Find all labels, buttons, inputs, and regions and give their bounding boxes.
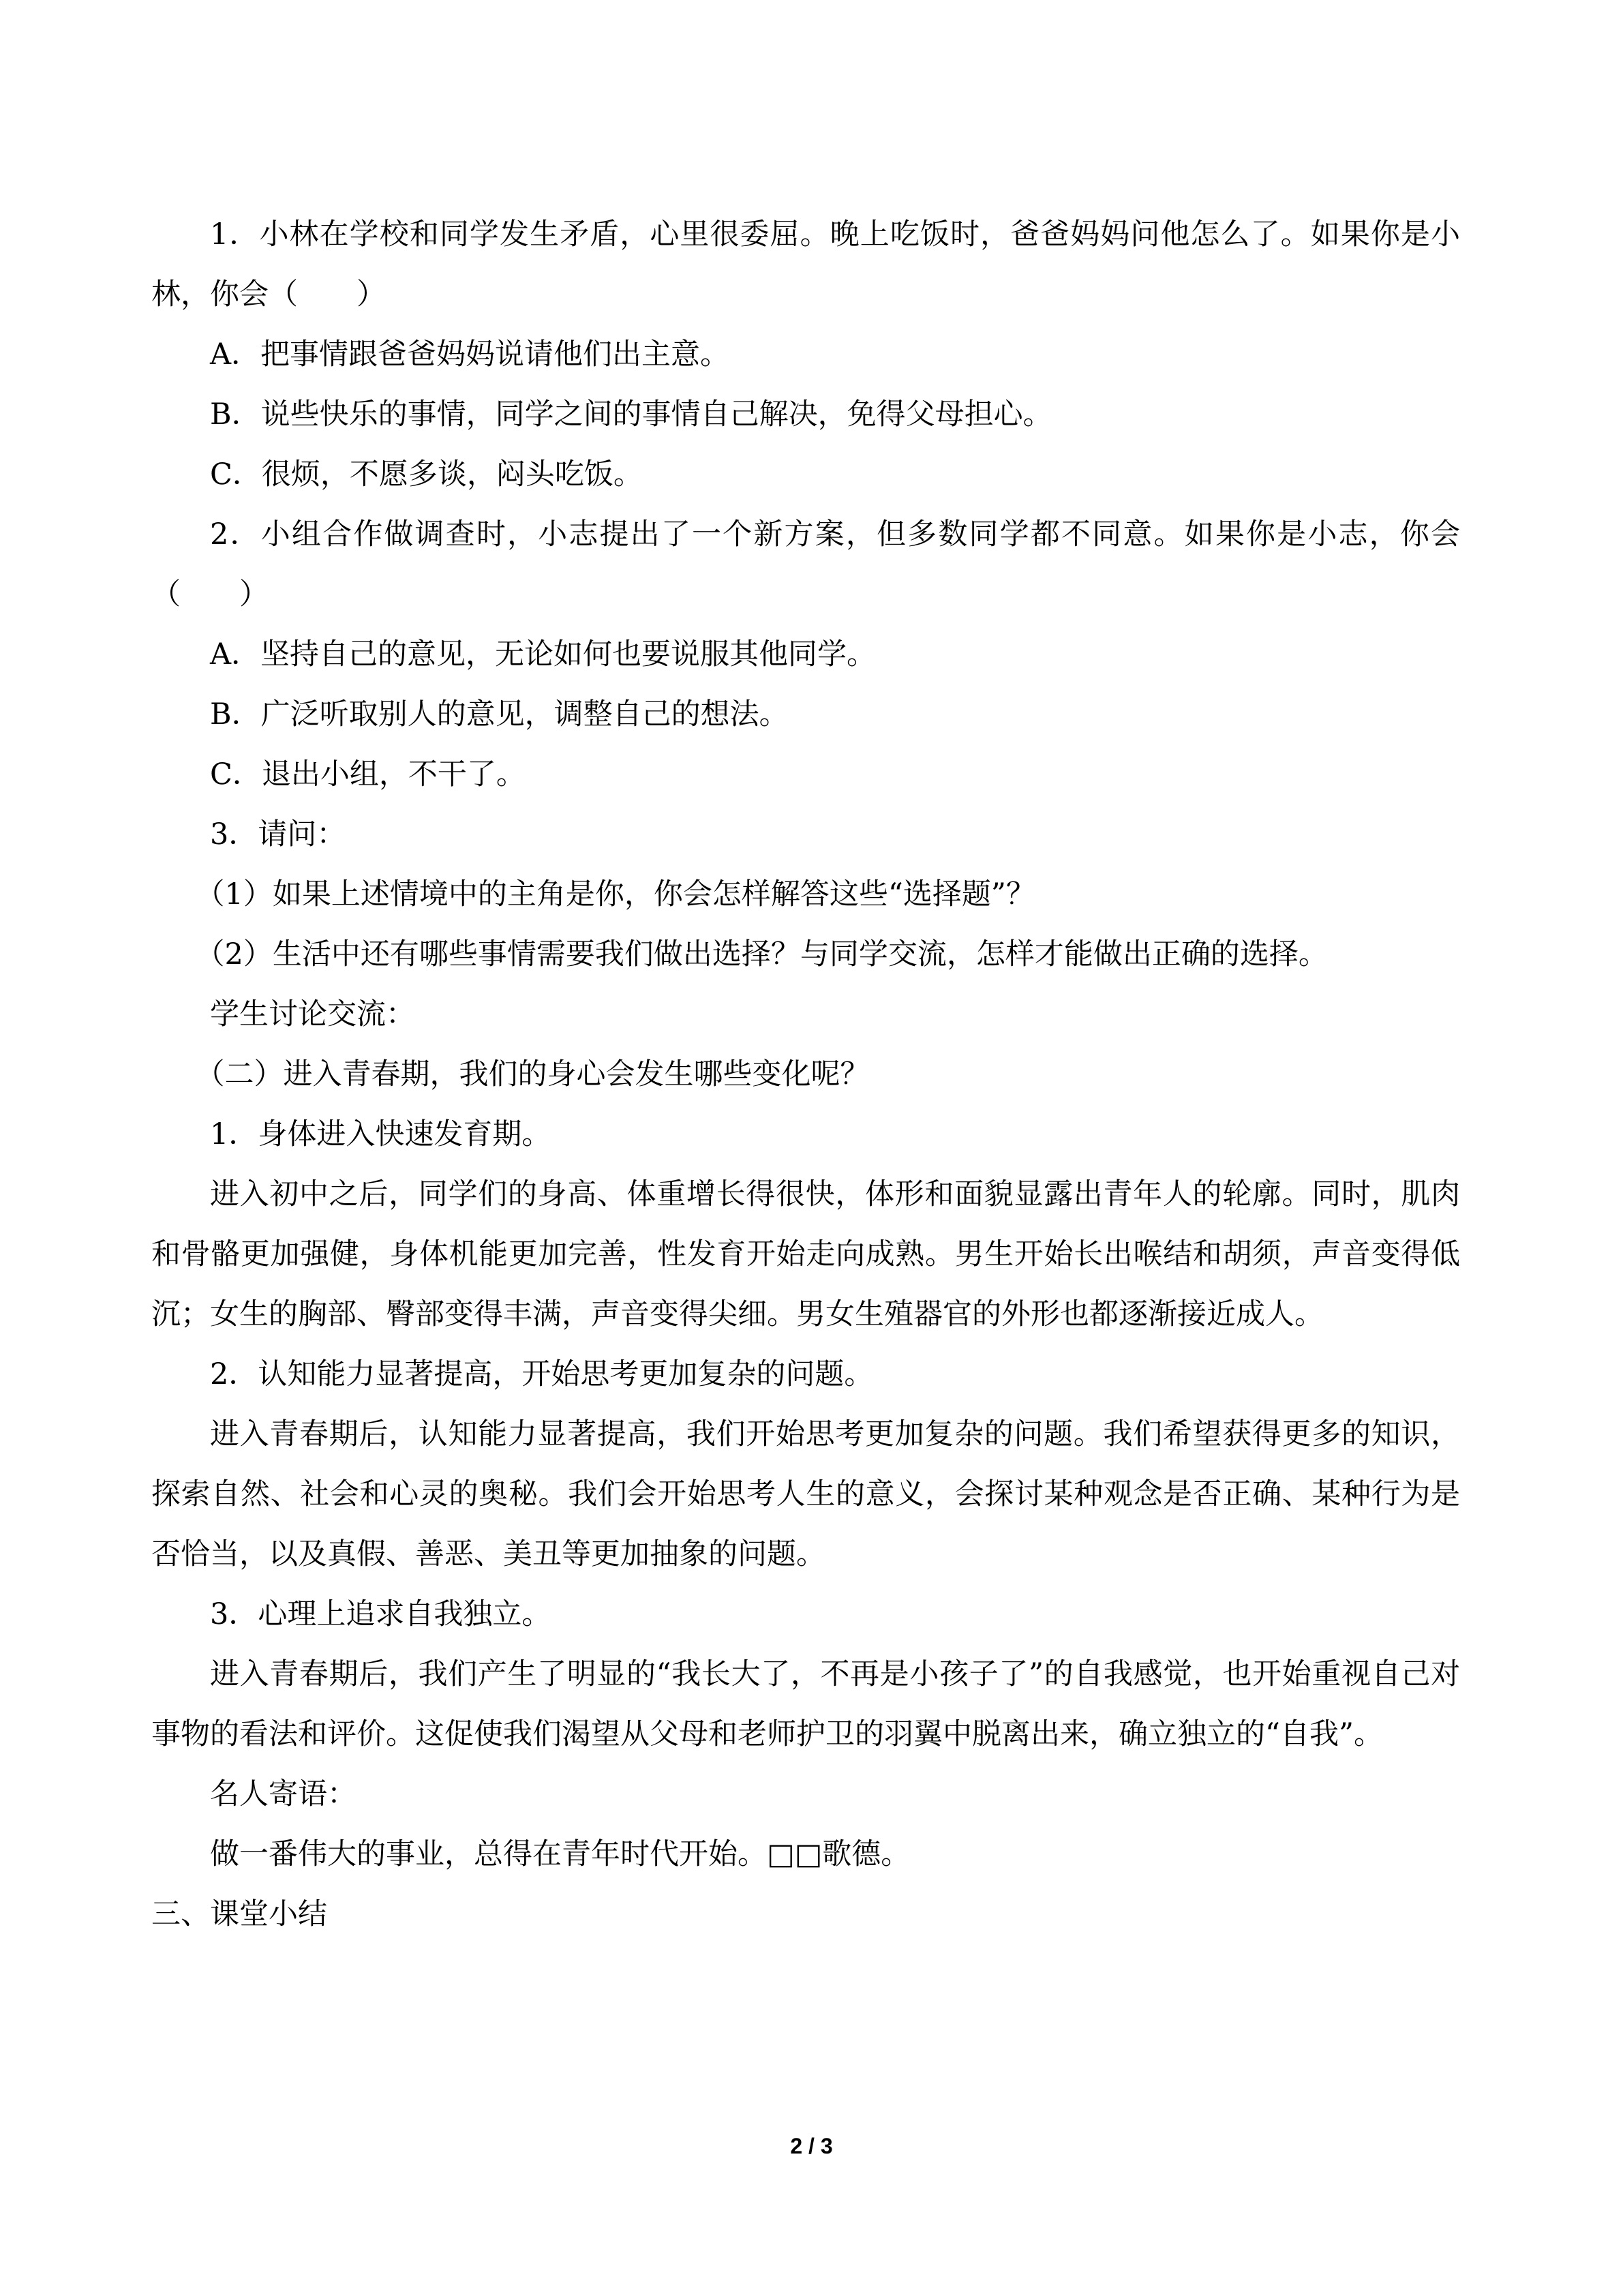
quote-text: 做一番伟大的事业，总得在青年时代开始。□□歌德。 <box>210 1837 911 1871</box>
page-number: 2 / 3 <box>790 2134 833 2158</box>
quote-label: 名人寄语： <box>210 1777 357 1811</box>
student-discussion-label: 学生讨论交流： <box>210 997 415 1031</box>
question-1-option-c: C．很烦，不愿多谈，闷头吃饭。 <box>210 457 643 492</box>
question-2: 2．小组合作做调查时，小志提出了一个新方案，但多数同学都不同意。如果你是小志，你会（ ） <box>151 517 1460 611</box>
question-3: 3．请问： <box>210 817 346 851</box>
change-1-body: 进入初中之后，同学们的身高、体重增长得很快，体形和面貌显露出青年人的轮廓。同时，肌肉和骨骼更加强健，身体机能更加完善，性发育开始走向成熟。男生开始长出喉结和胡须，声音变得低沉；女生的胸部、臀部变得丰满，声音变得尖细。男女生殖器官的外形也都逐渐接近成人。 <box>151 1177 1460 1331</box>
question-2-option-b: B．广泛听取别人的意见，调整自己的想法。 <box>210 697 789 731</box>
question-2-option-c: C．退出小组，不干了。 <box>210 757 526 791</box>
change-3-body: 进入青春期后，我们产生了明显的“我长大了，不再是小孩子了”的自我感觉，也开始重视自己对事物的看法和评价。这促使我们渴望从父母和老师护卫的羽翼中脱离出来，确立独立的“自我”。 <box>151 1657 1460 1751</box>
change-2-heading: 2．认知能力显著提高，开始思考更加复杂的问题。 <box>210 1357 874 1391</box>
question-1: 1．小林在学校和同学发生矛盾，心里很委屈。晚上吃饭时，爸爸妈妈问他怎么了。如果你是小林，你会（ ） <box>151 217 1460 312</box>
change-2-body: 进入青春期后，认知能力显著提高，我们开始思考更加复杂的问题。我们希望获得更多的知识，探索自然、社会和心灵的奥秘。我们会开始思考人生的意义，会探讨某种观念是否正确、某种行为是否恰当，以及真假、善恶、美丑等更加抽象的问题。 <box>151 1417 1460 1571</box>
question-3-part-1: （1）如果上述情境中的主角是你，你会怎样解答这些“选择题”？ <box>195 877 1035 911</box>
question-1-option-a: A．把事情跟爸爸妈妈说请他们出主意。 <box>210 337 730 372</box>
question-3-part-2: （2）生活中还有哪些事情需要我们做出选择？与同学交流，怎样才能做出正确的选择。 <box>195 937 1328 971</box>
change-1-heading: 1．身体进入快速发育期。 <box>210 1117 551 1151</box>
question-2-option-a: A．坚持自己的意见，无论如何也要说服其他同学。 <box>210 637 877 671</box>
question-1-option-b: B．说些快乐的事情，同学之间的事情自己解决，免得父母担心。 <box>210 397 1052 432</box>
change-3-heading: 3．心理上追求自我独立。 <box>210 1597 551 1631</box>
section-three-heading: 三、课堂小结 <box>151 1897 327 1931</box>
document-body <box>151 205 1460 1944</box>
section-two-heading: （二）进入青春期，我们的身心会发生哪些变化呢？ <box>195 1057 870 1091</box>
